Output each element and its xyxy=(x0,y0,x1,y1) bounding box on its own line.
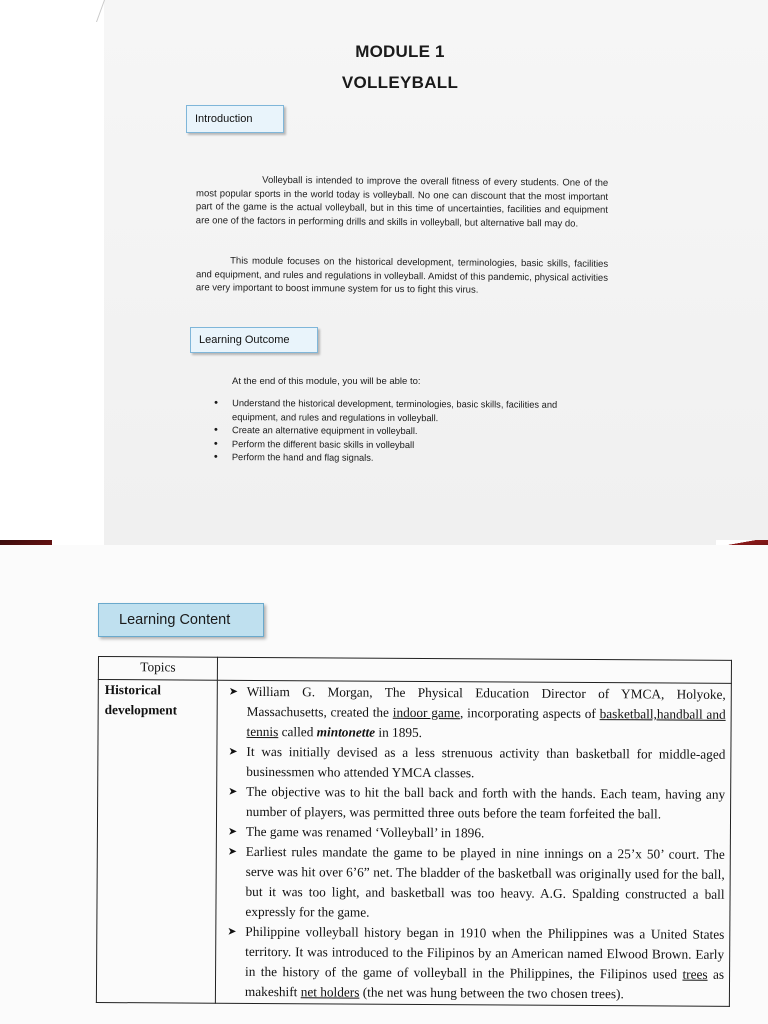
learning-content-table xyxy=(96,656,732,1007)
bullet-text: Philippine volleyball history began in 1910 when the Philippines was a United States territory. It was introduced to the Filipinos by an American named Elwood Brown. Early in the history of the game of volleyball in the Philippines, the Filipinos used xyxy=(245,923,725,982)
module-title: MODULE 1 xyxy=(355,42,445,61)
underlined-term: net holders xyxy=(300,984,360,1000)
list-item: • Perform the hand and flag signals. xyxy=(214,451,604,467)
topic-cell: Historical development xyxy=(96,680,217,1004)
learning-outcome-intro: At the end of this module, you will be able to: xyxy=(232,376,421,387)
content-cell xyxy=(215,680,731,1006)
bullet-text: in 1895. xyxy=(375,724,423,740)
emphasized-term: mintonette xyxy=(316,724,376,740)
list-item: • Create an alternative equipment in volleyball. xyxy=(214,424,604,440)
bullet-text: called xyxy=(278,724,317,740)
learning-outcome-list xyxy=(214,397,604,467)
introduction-paragraph-2: This module focuses on the historical development, terminologies, basic skills, facilities and equipment, and rules and regulations in volleyball. Amidst of this pandemic, physical activities are very important to boost immune system for us to fight this virus. xyxy=(195,254,609,296)
bullet-text: , incorporating aspects of xyxy=(460,705,600,722)
module-subtitle: VOLLEYBALL xyxy=(341,73,459,92)
bullet-text: William G. Morgan, The Physical Education Director of YMCA, Holyoke, Massachusetts, created the xyxy=(246,683,726,720)
list-item xyxy=(227,922,724,1005)
introduction-paragraph-1: Volleyball is intended to improve the overall fitness of every students. One of the most popular sports in the world today is volleyball. No one can discount that the most important part of the game is the actual volleyball, but in this time of uncertainties, facilities and equipment are one of the factors in performing drills and skills in volleyball, but alternative ball may do. xyxy=(195,174,609,229)
history-bullet-list xyxy=(217,682,730,1005)
list-item: ➤ It was initially devised as a less strenuous activity than basketball for middle-aged businessmen who attended YMCA classes. xyxy=(228,742,725,785)
list-item: ➤ Earliest rules mandate the game to be played in nine innings on a 25’x 50’ court. The serve was hit over 6’6” net. The bladder of the basketball was originally used for the ball, but it was too light, and basketball was too heavy. A.G. Spalding constructed a ball expressly for the game. xyxy=(227,842,724,925)
list-item xyxy=(228,682,725,745)
table-header-content xyxy=(217,657,731,683)
bullet-text: as makeshift xyxy=(244,966,725,1000)
bullet-text: (the net was hung between the two chosen trees). xyxy=(359,984,624,1002)
learning-content-heading: Learning Content xyxy=(98,603,264,637)
table-row xyxy=(96,680,731,1007)
list-item: ➤ The objective was to hit the ball back and forth with the hands. Each team, having any number of players, was permitted three outs before the team forfeited the ball. xyxy=(228,782,725,825)
list-item: • Perform the different basic skills in volleyball xyxy=(214,437,604,453)
learning-outcome-heading: Learning Outcome xyxy=(190,327,318,353)
page-margin-left xyxy=(0,0,104,545)
list-item: • Understand the historical development, terminologies, basic skills, facilities and equipment, and rules and regulations in volleyball. xyxy=(214,397,604,426)
underlined-term: basketball,handball and tennis xyxy=(246,706,726,740)
list-item: ➤ The game was renamed ‘Volleyball’ in 1896. xyxy=(228,822,725,845)
table-header-topics: Topics xyxy=(98,657,217,681)
underlined-term: indoor game xyxy=(392,704,461,721)
introduction-heading: Introduction xyxy=(186,105,284,133)
underlined-term: trees xyxy=(682,966,708,982)
